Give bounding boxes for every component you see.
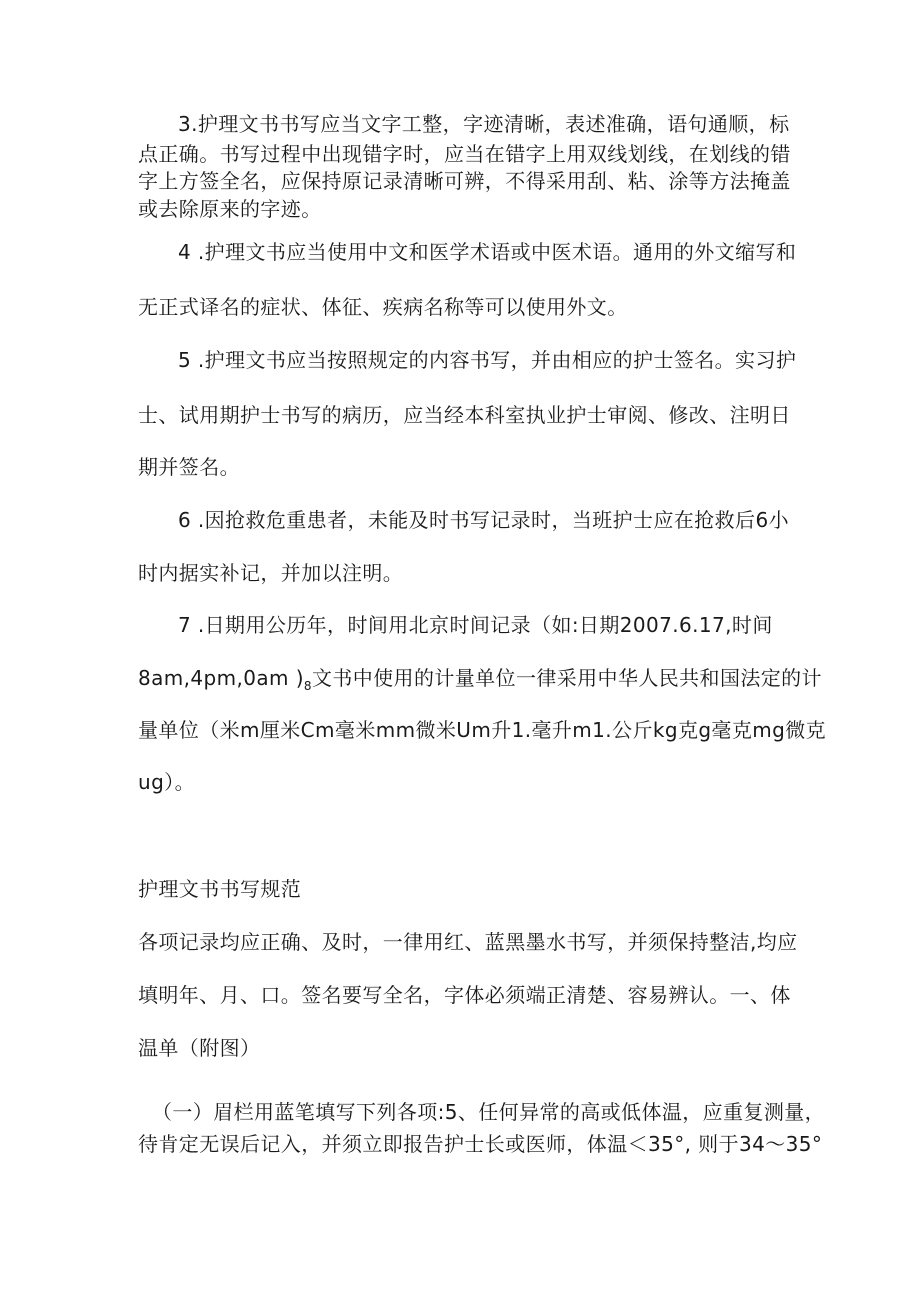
item-7-line-2-start: 8am,4pm,0am ) xyxy=(138,666,304,690)
item-7-line-2-subscript: 8 xyxy=(303,679,312,693)
item-7-line-1: 7 .日期用公历年，时间用北京时间记录（如:日期2007.6.17,时间 xyxy=(178,613,773,637)
item-7-line-4: ug）。 xyxy=(138,770,195,794)
item-7-line-2-end: 文书中使用的计量单位一律采用中华人民共和国法定的计 xyxy=(311,666,822,690)
section-para-2-line-2: 待肯定无误后记入，并须立即报告护士长或医师，体温＜35°, 则于34～35° xyxy=(138,1132,823,1156)
item-5-line-2: 士、试用期护士书写的病历，应当经本科室执业护士审阅、修改、注明日 xyxy=(138,403,791,427)
section-para-2-line-1: （一）眉栏用蓝笔填写下列各项:5、任何异常的高或低体温，应重复测量， xyxy=(152,1100,826,1124)
item-5-line-3: 期并签名。 xyxy=(138,455,240,479)
item-3-line-3: 字上方签全名，应保持原记录清晰可辨，不得采用刮、粘、涂等方法掩盖 xyxy=(138,169,791,193)
section-title: 护理文书书写规范 xyxy=(138,877,302,901)
section-para-1-line-1: 各项记录均应正确、及时，一律用红、蓝黑墨水书写，并须保持整洁,均应 xyxy=(138,930,798,954)
item-5-line-1: 5 .护理文书应当按照规定的内容书写，并由相应的护士签名。实习护 xyxy=(178,348,797,372)
section-para-1-line-3: 温单（附图） xyxy=(138,1036,261,1060)
item-3-line-2: 点正确。书写过程中出现错字时，应当在错字上用双线划线，在划线的错 xyxy=(138,142,791,166)
item-6-line-1: 6 .因抢救危重患者，未能及时书写记录时，当班护士应在抢救后6小 xyxy=(178,508,789,532)
item-7-line-2 xyxy=(138,664,822,700)
item-4-line-1: 4 .护理文书应当使用中文和医学术语或中医术语。通用的外文缩写和 xyxy=(178,240,797,264)
item-7-line-3: 量单位（米m厘米Cm毫米mm微米Um升1.毫升m1.公斤kg克g毫克mg微克 xyxy=(138,718,827,742)
item-4-line-2: 无正式译名的症状、体征、疾病名称等可以使用外文。 xyxy=(138,295,628,319)
section-para-1-line-2: 填明年、月、口。签名要写全名，字体必须端正清楚、容易辨认。一、体 xyxy=(138,983,791,1007)
item-3-line-1: 3.护理文书书写应当文字工整，字迹清晰，表述准确，语句通顺，标 xyxy=(178,112,790,136)
item-6-line-2: 时内据实补记，并加以注明。 xyxy=(138,561,404,585)
item-3-line-4: 或去除原来的字迹。 xyxy=(138,197,322,221)
